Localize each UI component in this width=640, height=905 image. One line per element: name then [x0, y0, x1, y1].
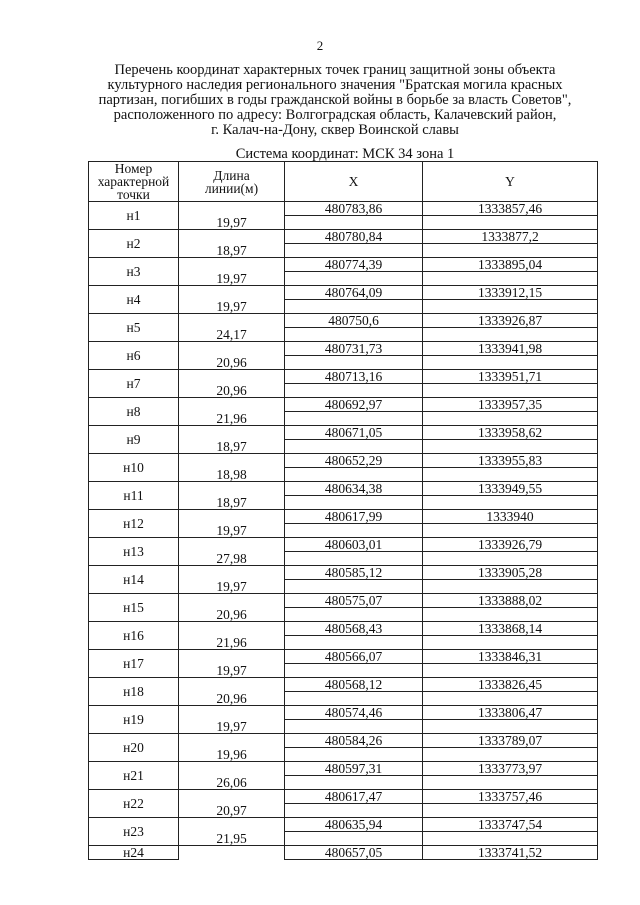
- coord-x: 480584,26: [285, 734, 423, 748]
- coord-y: 1333957,35: [423, 398, 598, 412]
- coord-y: 1333926,87: [423, 314, 598, 328]
- coord-x: 480574,46: [285, 706, 423, 720]
- coord-y: 1333895,04: [423, 258, 598, 272]
- table-row: [89, 426, 598, 440]
- line-length-top: [179, 426, 285, 440]
- line-length: 18,98: [179, 468, 285, 482]
- line-length-top: [179, 538, 285, 552]
- table-row: [89, 818, 598, 832]
- line-length: 24,17: [179, 328, 285, 342]
- coord-x: 480634,38: [285, 482, 423, 496]
- coord-x: 480652,29: [285, 454, 423, 468]
- coord-y: 1333773,97: [423, 762, 598, 776]
- point-number: н21: [89, 762, 179, 790]
- coord-x: 480657,05: [285, 846, 423, 860]
- line-length-top: [179, 594, 285, 608]
- point-number: н15: [89, 594, 179, 622]
- line-length: 19,96: [179, 748, 285, 762]
- point-number: н18: [89, 678, 179, 706]
- coord-x-gap: [285, 692, 423, 706]
- line-length-top: [179, 482, 285, 496]
- coord-x: 480635,94: [285, 818, 423, 832]
- point-number: н19: [89, 706, 179, 734]
- table-row: [89, 538, 598, 552]
- line-length-top: [179, 202, 285, 216]
- coord-x-gap: [285, 776, 423, 790]
- line-length-top: [179, 314, 285, 328]
- coord-x: 480780,84: [285, 230, 423, 244]
- title-line: г. Калач-на-Дону, сквер Воинской славы: [211, 122, 459, 138]
- table-row: [89, 482, 598, 496]
- line-length: 20,97: [179, 804, 285, 818]
- coord-y-gap: [423, 608, 598, 622]
- coord-y-gap: [423, 356, 598, 370]
- coord-y: 1333949,55: [423, 482, 598, 496]
- coord-y: 1333926,79: [423, 538, 598, 552]
- coord-y: 1333806,47: [423, 706, 598, 720]
- coord-y-gap: [423, 552, 598, 566]
- coord-x: 480566,07: [285, 650, 423, 664]
- coord-x-gap: [285, 244, 423, 258]
- point-number: н23: [89, 818, 179, 846]
- coord-x-gap: [285, 664, 423, 678]
- point-number: н13: [89, 538, 179, 566]
- table-row: [89, 790, 598, 804]
- line-length: 19,97: [179, 300, 285, 314]
- coord-y-gap: [423, 440, 598, 454]
- coord-x: 480585,12: [285, 566, 423, 580]
- coord-x-gap: [285, 524, 423, 538]
- coord-x: 480568,43: [285, 622, 423, 636]
- coord-y-gap: [423, 524, 598, 538]
- coord-x-gap: [285, 356, 423, 370]
- line-length: 20,96: [179, 608, 285, 622]
- table-row: [89, 734, 598, 748]
- table-row: [89, 510, 598, 524]
- coord-y: 1333741,52: [423, 846, 598, 860]
- line-length: 19,97: [179, 272, 285, 286]
- table-row: [89, 342, 598, 356]
- coord-y-gap: [423, 720, 598, 734]
- line-length-top: [179, 734, 285, 748]
- coord-y-gap: [423, 804, 598, 818]
- line-length-top: [179, 566, 285, 580]
- coord-x-gap: [285, 720, 423, 734]
- point-number: н24: [89, 846, 179, 860]
- point-number: н11: [89, 482, 179, 510]
- coord-x: 480692,97: [285, 398, 423, 412]
- coord-x: 480568,12: [285, 678, 423, 692]
- line-length-top: [179, 818, 285, 832]
- coord-y-gap: [423, 636, 598, 650]
- coord-y: 1333905,28: [423, 566, 598, 580]
- coord-y-gap: [423, 384, 598, 398]
- coord-y: 1333747,54: [423, 818, 598, 832]
- line-length-top: [179, 846, 285, 860]
- point-number: н14: [89, 566, 179, 594]
- point-number: н4: [89, 286, 179, 314]
- coord-x-gap: [285, 552, 423, 566]
- line-length: 19,97: [179, 580, 285, 594]
- header-line-length: Длина линии(м): [179, 162, 285, 202]
- coord-x: 480603,01: [285, 538, 423, 552]
- line-length: 19,97: [179, 720, 285, 734]
- coord-x-gap: [285, 216, 423, 230]
- line-length-top: [179, 622, 285, 636]
- coord-x: 480575,07: [285, 594, 423, 608]
- coord-y: 1333826,45: [423, 678, 598, 692]
- line-length-top: [179, 370, 285, 384]
- coord-x-gap: [285, 608, 423, 622]
- coord-y: 1333912,15: [423, 286, 598, 300]
- line-length-top: [179, 286, 285, 300]
- line-length-top: [179, 650, 285, 664]
- document-title: [70, 63, 600, 138]
- table-row: [89, 846, 598, 860]
- table-row: [89, 398, 598, 412]
- line-length: 19,97: [179, 216, 285, 230]
- line-length-top: [179, 258, 285, 272]
- page-number: 2: [316, 38, 324, 53]
- coord-y: 1333789,07: [423, 734, 598, 748]
- coord-y-gap: [423, 776, 598, 790]
- line-length-top: [179, 678, 285, 692]
- line-length: 20,96: [179, 692, 285, 706]
- coord-x: 480764,09: [285, 286, 423, 300]
- line-length-top: [179, 230, 285, 244]
- coord-y: 1333757,46: [423, 790, 598, 804]
- coord-y-gap: [423, 664, 598, 678]
- table-row: [89, 762, 598, 776]
- coord-y: 1333888,02: [423, 594, 598, 608]
- table-row: [89, 622, 598, 636]
- coord-x-gap: [285, 804, 423, 818]
- table-row: [89, 594, 598, 608]
- line-length-top: [179, 790, 285, 804]
- point-number: н7: [89, 370, 179, 398]
- coord-y: 1333955,83: [423, 454, 598, 468]
- point-number: н6: [89, 342, 179, 370]
- point-number: н17: [89, 650, 179, 678]
- line-length: 19,97: [179, 524, 285, 538]
- coordinates-table: [88, 161, 598, 860]
- table-row: [89, 678, 598, 692]
- point-number: н10: [89, 454, 179, 482]
- line-length: 20,96: [179, 356, 285, 370]
- coord-x-gap: [285, 412, 423, 426]
- coord-y-gap: [423, 216, 598, 230]
- point-number: н5: [89, 314, 179, 342]
- coord-x: 480731,73: [285, 342, 423, 356]
- line-length: 18,97: [179, 496, 285, 510]
- coord-x-gap: [285, 300, 423, 314]
- coord-x-gap: [285, 328, 423, 342]
- line-length: 20,96: [179, 384, 285, 398]
- table-row: [89, 706, 598, 720]
- point-number: н20: [89, 734, 179, 762]
- point-number: н12: [89, 510, 179, 538]
- table-row: [89, 314, 598, 328]
- line-length-top: [179, 510, 285, 524]
- coord-x-gap: [285, 272, 423, 286]
- line-length: 21,96: [179, 636, 285, 650]
- table-row: [89, 650, 598, 664]
- coord-x: 480774,39: [285, 258, 423, 272]
- coord-y-gap: [423, 272, 598, 286]
- coord-y: 1333877,2: [423, 230, 598, 244]
- line-length-top: [179, 398, 285, 412]
- line-length: 21,96: [179, 412, 285, 426]
- point-number: н1: [89, 202, 179, 230]
- coord-y-gap: [423, 580, 598, 594]
- coord-y: 1333941,98: [423, 342, 598, 356]
- point-number: н16: [89, 622, 179, 650]
- line-length-top: [179, 706, 285, 720]
- table-row: [89, 258, 598, 272]
- line-length-top: [179, 342, 285, 356]
- coord-x: 480617,47: [285, 790, 423, 804]
- title-line: расположенного по адресу: Волгоградская область, Калачевский район,: [113, 107, 557, 123]
- coord-x: 480783,86: [285, 202, 423, 216]
- header-y: Y: [423, 162, 598, 202]
- coord-y-gap: [423, 468, 598, 482]
- coord-y: 1333846,31: [423, 650, 598, 664]
- coord-system-caption: Система координат: МСК 34 зона 1: [235, 146, 455, 162]
- coord-y-gap: [423, 412, 598, 426]
- title-line: Перечень координат характерных точек границ защитной зоны объекта: [114, 62, 556, 78]
- coord-x-gap: [285, 636, 423, 650]
- coord-x-gap: [285, 496, 423, 510]
- line-length: 27,98: [179, 552, 285, 566]
- coord-y: 1333868,14: [423, 622, 598, 636]
- coord-x: 480671,05: [285, 426, 423, 440]
- point-number: н8: [89, 398, 179, 426]
- point-number: н22: [89, 790, 179, 818]
- line-length-top: [179, 454, 285, 468]
- header-point-number: Номер характерной точки: [89, 162, 179, 202]
- table-row: [89, 286, 598, 300]
- coord-x-gap: [285, 468, 423, 482]
- coord-y-gap: [423, 748, 598, 762]
- table-row: [89, 230, 598, 244]
- coord-y: 1333958,62: [423, 426, 598, 440]
- line-length: 19,97: [179, 664, 285, 678]
- coord-x-gap: [285, 580, 423, 594]
- table-row: [89, 202, 598, 216]
- line-length: 21,95: [179, 832, 285, 846]
- coord-y-gap: [423, 244, 598, 258]
- coord-x: 480617,99: [285, 510, 423, 524]
- coord-y-gap: [423, 832, 598, 846]
- line-length: 26,06: [179, 776, 285, 790]
- line-length: 18,97: [179, 244, 285, 258]
- line-length: 18,97: [179, 440, 285, 454]
- header-x: X: [285, 162, 423, 202]
- table-row: [89, 454, 598, 468]
- coord-y-gap: [423, 692, 598, 706]
- title-line: партизан, погибших в годы гражданской войны в борьбе за власть Советов",: [98, 92, 572, 108]
- coord-y-gap: [423, 328, 598, 342]
- coord-x-gap: [285, 440, 423, 454]
- coord-y-gap: [423, 300, 598, 314]
- coord-y: 1333940: [423, 510, 598, 524]
- coord-y: 1333951,71: [423, 370, 598, 384]
- line-length-top: [179, 762, 285, 776]
- coord-x: 480750,6: [285, 314, 423, 328]
- coord-x-gap: [285, 832, 423, 846]
- title-line: культурного наследия регионального значения "Братская могила красных: [107, 77, 563, 93]
- coord-x-gap: [285, 748, 423, 762]
- coord-x: 480597,31: [285, 762, 423, 776]
- coord-y: 1333857,46: [423, 202, 598, 216]
- table-row: [89, 566, 598, 580]
- coord-x-gap: [285, 384, 423, 398]
- table-header-row: [89, 162, 598, 202]
- point-number: н9: [89, 426, 179, 454]
- point-number: н2: [89, 230, 179, 258]
- point-number: н3: [89, 258, 179, 286]
- coord-x: 480713,16: [285, 370, 423, 384]
- table-row: [89, 370, 598, 384]
- coord-y-gap: [423, 496, 598, 510]
